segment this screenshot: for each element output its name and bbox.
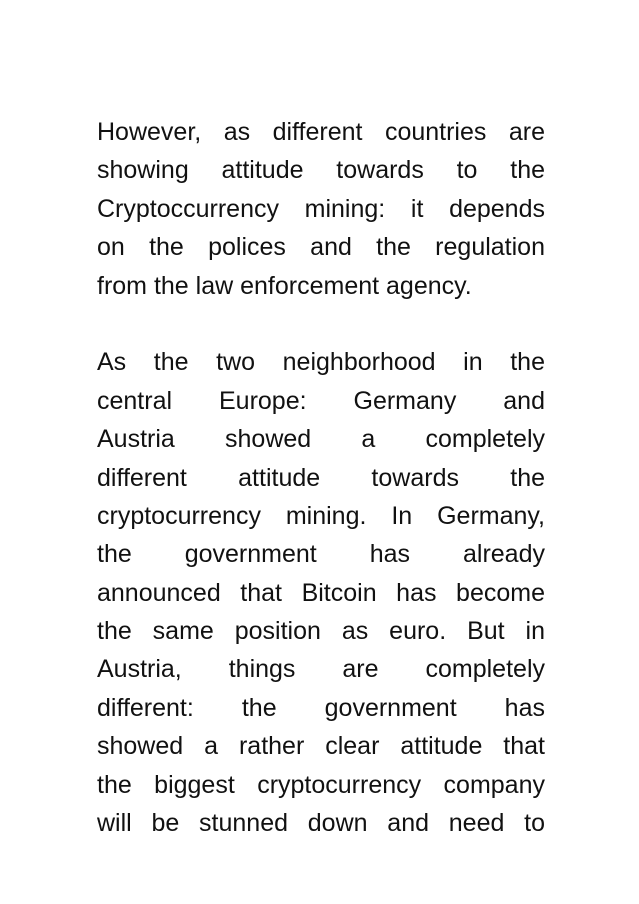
text-line: different: the government has [97,693,545,722]
text-line: will be stunned down and need to [97,809,545,838]
text-line: announced that Bitcoin has become [97,578,545,607]
paragraph-1 [97,113,545,305]
text-line: Austria, things are completely [97,655,545,684]
paragraph-2 [97,343,545,842]
document-body [97,113,545,842]
text-line: on the polices and the regulation [97,233,545,262]
text-line: Austria showed a completely [97,425,545,454]
text-line: However, as different countries are [97,118,545,146]
text-line: Cryptoccurrency mining: it depends [97,194,545,223]
paragraph-spacer [97,305,545,343]
text-line: the biggest cryptocurrency company [97,770,545,799]
text-line: the government has already [97,540,545,569]
text-line: different attitude towards the [97,463,545,492]
text-line: As the two neighborhood in the [97,348,545,377]
text-line: showing attitude towards to the [97,156,545,185]
text-line: the same position as euro. But in [97,617,545,646]
text-line: from the law enforcement agency. [97,271,472,300]
text-line: cryptocurrency mining. In Germany, [97,501,545,530]
text-line: central Europe: Germany and [97,386,545,415]
text-line: showed a rather clear attitude that [97,732,545,761]
